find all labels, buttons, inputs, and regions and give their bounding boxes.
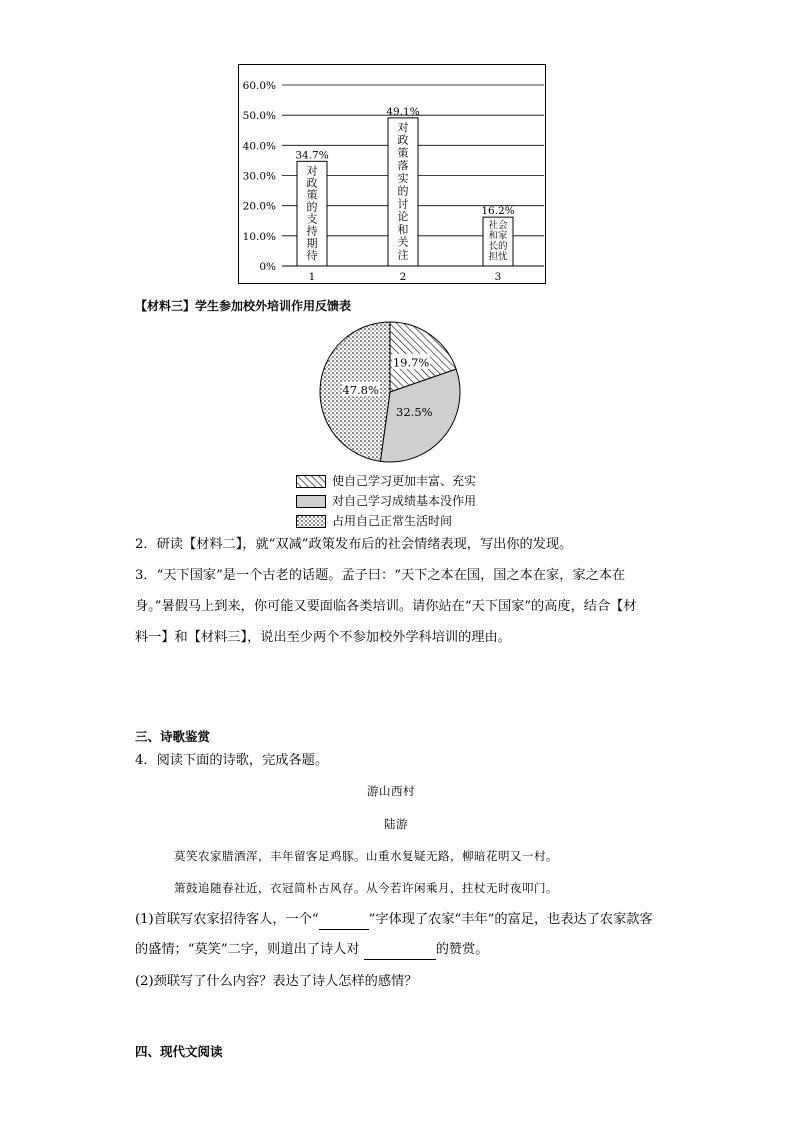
- bar-inner-text: 的: [397, 184, 409, 198]
- material-3-title: 【材料三】学生参加校外培训作用反馈表: [135, 299, 352, 313]
- poem-author: 陆游: [384, 817, 408, 831]
- section-4-heading: 四、现代文阅读: [135, 1044, 223, 1059]
- pie-slice-label: 32.5%: [396, 405, 433, 420]
- bar-inner-text: 实: [397, 171, 409, 185]
- y-tick-label: 60.0%: [242, 80, 276, 92]
- y-tick-label: 40.0%: [242, 140, 276, 153]
- question-3-line-1: 3．“天下国家”是一个古老的话题。孟子曰：“天下之本在国，国之本在家，家之本在: [135, 568, 626, 583]
- pie-chart-svg: [300, 312, 480, 472]
- bar-inner-text: 社会: [488, 220, 508, 232]
- bar-inner-text: 和: [397, 222, 409, 236]
- bar-inner-text: 关: [397, 235, 409, 249]
- legend-label-2: 对自己学习成绩基本没作用: [332, 494, 477, 508]
- bar-inner-text: 对: [306, 164, 318, 178]
- question-3-line-3: 料一】和【材料三】，说出至少两个不参加校外学科培训的理由。: [135, 630, 511, 645]
- bar-data-label: 49.1%: [386, 105, 420, 118]
- bar-inner-text: 持: [306, 224, 318, 238]
- bar-data-label: 16.2%: [481, 205, 515, 218]
- bar-inner-text: 落: [397, 159, 409, 173]
- legend-label-1: 使自己学习更加丰富、充实: [332, 474, 477, 488]
- x-tick-label: 1: [308, 271, 316, 283]
- pie-chart: [300, 312, 480, 472]
- bar-inner-text: 政: [306, 176, 318, 190]
- pie-legend: [296, 472, 556, 532]
- legend-swatch-dots: [296, 515, 326, 528]
- sub1-text-c: 的盛情；“莫笑”二字，则道出了诗人对: [135, 942, 360, 957]
- sub1-text-d: 的赞赏。: [435, 942, 489, 957]
- y-tick-label: 0%: [259, 261, 276, 273]
- bar-inner-text: 支: [306, 212, 318, 226]
- bar-inner-text: 长的: [488, 241, 508, 253]
- bar-inner-text: 论: [397, 210, 409, 224]
- sub1-text-a: (1)首联写农家招待客人，一个“: [135, 912, 319, 927]
- bar-inner-text: 策: [306, 188, 318, 202]
- poem-line-1: 莫笑农家腊酒浑，丰年留客足鸡豚。山重水复疑无路，柳暗花明又一村。: [174, 849, 558, 863]
- bar-inner-text: 策: [397, 146, 409, 160]
- bar-inner-text: 待: [306, 248, 318, 262]
- legend-swatch-gray: [296, 495, 326, 508]
- pie-slice-label: 19.7%: [392, 355, 430, 370]
- x-tick-label: 2: [399, 271, 407, 283]
- bar-inner-text: 担忧: [488, 251, 508, 263]
- pie-slice-label: 47.8%: [342, 382, 379, 397]
- bar-inner-text: 期: [306, 236, 318, 250]
- bar-chart: [238, 64, 546, 284]
- answer-blank-2[interactable]: [364, 944, 436, 960]
- bar-inner-text: 讨: [397, 197, 409, 211]
- poem-line-2: 箫鼓追随春社近，衣冠简朴古风存。从今若许闲乘月，拄杖无时夜叩门。: [174, 881, 558, 895]
- sub-question-1-line-2: [135, 940, 488, 960]
- bar-inner-text: 政: [397, 133, 409, 147]
- bar-chart-svg: [238, 64, 546, 284]
- y-tick-label: 20.0%: [242, 200, 276, 213]
- legend-label-3: 占用自己正常生活时间: [332, 514, 453, 528]
- y-tick-label: 30.0%: [242, 170, 276, 183]
- bar-inner-text: 注: [397, 248, 409, 262]
- poem-title: 游山西村: [367, 784, 415, 798]
- y-tick-label: 10.0%: [242, 230, 276, 243]
- x-tick-label: 3: [494, 271, 502, 283]
- answer-blank-1[interactable]: [319, 914, 369, 930]
- bar-inner-text: 的: [306, 200, 318, 214]
- sub-question-2: (2)颈联写了什么内容？表达了诗人怎样的感情？: [135, 974, 418, 989]
- legend-swatch-hatch: [296, 475, 326, 488]
- section-3-heading: 三、诗歌鉴赏: [135, 729, 211, 744]
- sub1-text-b: ”字体现了农家“丰年”的富足，也表达了农家款客: [368, 912, 653, 927]
- question-3-line-2: 身。”暑假马上到来，你可能又要面临各类培训。请你站在“天下国家”的高度，结合【材: [135, 599, 637, 614]
- bar-inner-text: 和家: [488, 230, 508, 242]
- question-2: 2．研读【材料二】，就“双减”政策发布后的社会情绪表现，写出你的发现。: [135, 537, 573, 552]
- question-4: 4．阅读下面的诗歌，完成各题。: [135, 753, 329, 768]
- bar-data-label: 34.7%: [295, 149, 329, 162]
- y-tick-label: 50.0%: [242, 110, 276, 123]
- sub-question-1-line-1: [135, 910, 653, 930]
- bar-inner-text: 对: [397, 120, 409, 134]
